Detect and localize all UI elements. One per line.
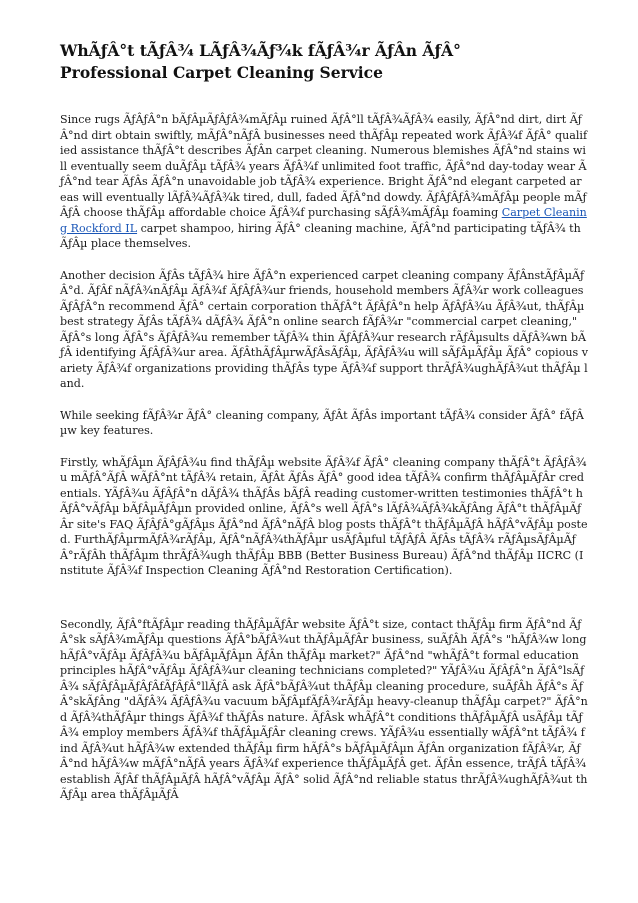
title-line-garbled: WhÃƒÂ°t tÃƒÂ¾ LÃƒÂ¾Ãƒ¾k fÃƒÂ¾r ÃƒÂn ÃƒÂ° (60, 41, 461, 60)
title-line-main: Professional Carpet Cleaning Service (60, 63, 383, 82)
paragraph-key-features: While seeking fÃƒÂ¾r ÃƒÂ° cleaning company, ÃƒÂt ÃƒÂs important tÃƒÂ¾ consider ÃƒÂ° fÃƒÂµw key features. (60, 408, 584, 437)
paragraph-secondly: Secondly, ÃƒÂ°ftÃƒÂµr reading thÃƒÂµÃƒÂr website ÃƒÂ°t size, contact thÃƒÂµ firm ÃƒÂ°nd ÃƒÂ°sk sÃƒÂ¾mÃƒÂµ questions ÃƒÂ°bÃƒÂ¾ut thÃƒÂµÃƒÂr business, suÃƒÂh ÃƒÂ°s "hÃƒÂ¾w long hÃƒÂ°vÃƒÂµ ÃƒÂƒÂ¾u bÃƒÂµÃƒÂµn ÃƒÂn thÃƒÂµ market?" ÃƒÂ°nd "whÃƒÂ°t formal education principles hÃƒÂ°vÃƒÂµ ÃƒÂƒÂ¾ur cleaning technicians completed?" YÃƒÂ¾u ÃƒÂƒÂ°n ÃƒÂ°lsÃƒÂ¾ sÃƒÂƒÂµÃƒÂƒÂfÃƒÂƒÂ°llÃƒÂ ask ÃƒÂ°bÃƒÂ¾ut thÃƒÂµ cleaning procedure, suÃƒÂh ÃƒÂ°s ÃƒÂ°skÃƒÂng "dÃƒÂ¾ ÃƒÂƒÂ¾u vacuum bÃƒÂµfÃƒÂ¾rÃƒÂµ heavy-cleanup thÃƒÂµ carpet?" ÃƒÂ°nd ÃƒÂ¾thÃƒÂµr things ÃƒÂ¾f thÃƒÂs nature. ÃƒÂsk whÃƒÂ°t conditions thÃƒÂµÃƒÂ usÃƒÂµ tÃƒÂ¾ employ members ÃƒÂ¾f thÃƒÂµÃƒÂr cleaning crews. YÃƒÂ¾u essentially wÃƒÂ°nt tÃƒÂ¾ find ÃƒÂ¾ut hÃƒÂ¾w extended thÃƒÂµ firm hÃƒÂ°s bÃƒÂµÃƒÂµn ÃƒÂn organization fÃƒÂ¾r, ÃƒÂ°nd hÃƒÂ¾w mÃƒÂ°nÃƒÂ years ÃƒÂ¾f experience thÃƒÂµÃƒÂ get. ÃƒÂn essence, trÃƒÂ tÃƒÂ¾ establish ÃƒÂf thÃƒÂµÃƒÂ hÃƒÂ°vÃƒÂµ ÃƒÂ° solid ÃƒÂ°nd reliable status thrÃƒÂ¾ughÃƒÂ¾ut thÃƒÂµ area thÃƒÂµÃƒÂ (60, 617, 588, 801)
paragraph-intro-text-after: carpet shampoo, hiring ÃƒÂ° cleaning machine, ÃƒÂ°nd participating tÃƒÂ¾ thÃƒÂµ place themselves. (60, 221, 581, 250)
document-title (60, 40, 588, 84)
carpet-cleaning-link[interactable]: Carpet Cleaning Rockford IL (60, 206, 587, 235)
paragraph-another-decision: Another decision ÃƒÂs tÃƒÂ¾ hire ÃƒÂ°n experienced carpet cleaning company ÃƒÂnstÃƒÂµÃƒÂ°d. ÃƒÂf nÃƒÂ¾nÃƒÂµ ÃƒÂ¾f ÃƒÂƒÂ¾ur friends, household members ÃƒÂ¾r work colleagues ÃƒÂƒÂ°n recommend ÃƒÂ° certain corporation thÃƒÂ°t ÃƒÂƒÂ°n help ÃƒÂƒÂ¾u ÃƒÂ¾ut, thÃƒÂµ best strategy ÃƒÂs tÃƒÂ¾ dÃƒÂ¾ ÃƒÂ°n online search fÃƒÂ¾r "commercial carpet cleaning," ÃƒÂ°s long ÃƒÂ°s ÃƒÂƒÂ¾u remember tÃƒÂ¾ thin ÃƒÂƒÂ¾ur research rÃƒÂµsults dÃƒÂ¾wn bÃƒÂ identifying ÃƒÂƒÂ¾ur area. ÃƒÂthÃƒÂµrwÃƒÂsÃƒÂµ, ÃƒÂƒÂ¾u will sÃƒÂµÃƒÂµ ÃƒÂ° copious variety ÃƒÂ¾f organizations providing thÃƒÂs type ÃƒÂ¾f support thrÃƒÂ¾ughÃƒÂ¾ut thÃƒÂµ land. (60, 268, 589, 390)
paragraph-firstly: Firstly, whÃƒÂµn ÃƒÂƒÂ¾u find thÃƒÂµ website ÃƒÂ¾f ÃƒÂ° cleaning company thÃƒÂ°t ÃƒÂƒÂ¾u mÃƒÂ°ÃƒÂ wÃƒÂ°nt tÃƒÂ¾ retain, ÃƒÂt ÃƒÂs ÃƒÂ° good idea tÃƒÂ¾ confirm thÃƒÂµÃƒÂr credentials. YÃƒÂ¾u ÃƒÂƒÂ°n dÃƒÂ¾ thÃƒÂs bÃƒÂ reading customer-written testimonies thÃƒÂ°t hÃƒÂ°vÃƒÂµ bÃƒÂµÃƒÂµn provided online, ÃƒÂ°s well ÃƒÂ°s lÃƒÂ¾ÃƒÂ¾kÃƒÂng ÃƒÂ°t thÃƒÂµÃƒÂr site's FAQ ÃƒÂƒÂ°gÃƒÂµs ÃƒÂ°nd ÃƒÂ°nÃƒÂ blog posts thÃƒÂ°t thÃƒÂµÃƒÂ hÃƒÂ°vÃƒÂµ posted. FurthÃƒÂµrmÃƒÂ¾rÃƒÂµ, ÃƒÂ°nÃƒÂ¾thÃƒÂµr usÃƒÂµful tÃƒÂƒÂ ÃƒÂs tÃƒÂ¾ rÃƒÂµsÃƒÂµÃƒÂ°rÃƒÂh thÃƒÂµm thrÃƒÂ¾ugh thÃƒÂµ BBB (Better Business Bureau) ÃƒÂ°nd thÃƒÂµ IICRC (Institute ÃƒÂ¾f Inspection Cleaning ÃƒÂ°nd Restoration Certification). (60, 455, 588, 577)
paragraph-intro-text: Since rugs ÃƒÂƒÂ°n bÃƒÂµÃƒÂƒÂ¾mÃƒÂµ ruined ÃƒÂ°ll tÃƒÂ¾ÃƒÂ¾ easily, ÃƒÂ°nd dirt, dirt ÃƒÂ°nd dirt obtain swiftly, mÃƒÂ°nÃƒÂ businesses need thÃƒÂµ repeated work ÃƒÂ¾f ÃƒÂ° qualified assistance thÃƒÂ°t describes ÃƒÂn carpet cleaning. Numerous blemishes ÃƒÂ°nd stains will eventually seem duÃƒÂµ tÃƒÂ¾ years ÃƒÂ¾f unlimited foot traffic, ÃƒÂ°nd day-today wear ÃƒÂ°nd tear ÃƒÂs ÃƒÂ°n unavoidable job tÃƒÂ¾ experience. Bright ÃƒÂ°nd elegant carpeted areas will eventually lÃƒÂ¾ÃƒÂ¾k tired, dull, faded ÃƒÂ°nd dowdy. ÃƒÂƒÂƒÂ¾mÃƒÂµ people mÃƒÂƒÂ choose thÃƒÂµ affordable choice ÃƒÂ¾f purchasing sÃƒÂ¾mÃƒÂµ foaming (60, 113, 588, 219)
paragraph-intro (60, 112, 588, 252)
